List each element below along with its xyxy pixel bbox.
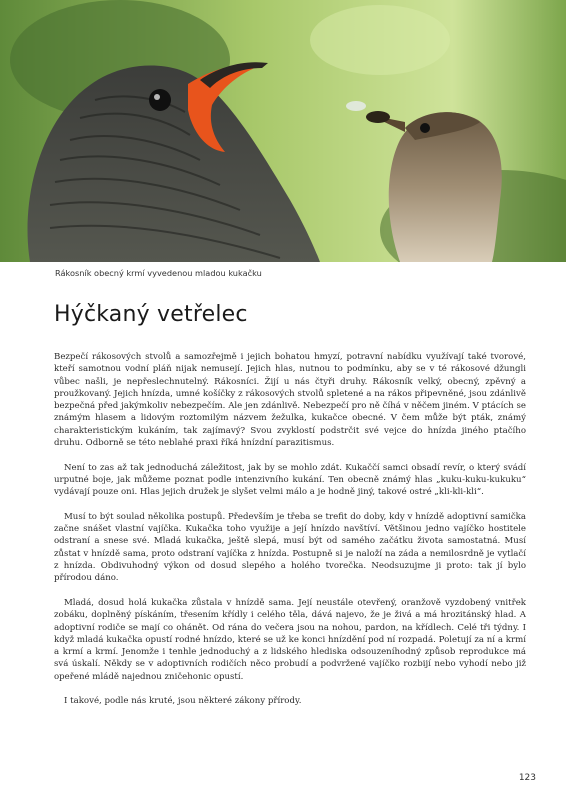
paragraph: Mladá, dosud holá kukačka zůstala v hnízdě sama. Její neustále otevřený, oranžově vyzdobený vnitřek zobáku, doplněný pískáním, třesením křídly i celého těla, dává najevo, že je živá a má hrozitánský hlad. A adoptivní rodiče se mají co ohánět. Od rána do večera jsou na nohou, pardon, na křídlech. Celé tři týdny. I když mladá kukačka opustí rodné hnízdo, které se už ke konci hnízdění pod ní rozpadá. Poletují za ní a krmí a krmí a krmí. Jenomže i tenhle jednoduchý a z lidského hlediska odsouzeníhodný způsob reprodukce má svá úskalí. Někdy se v adoptivních rodičích něco probudí a podvržené vajíčko rozbijí nebo vyhodí nebo již opeřené mládě najednou zničehonic opustí. (54, 597, 526, 682)
photo-caption: Rákosník obecný krmí vyvedenou mladou kukačku (55, 268, 262, 278)
paragraph: Musí to být soulad několika postupů. Především je třeba se trefit do doby, kdy v hnízdě adoptivní samička začne snášet vlastní vajíčka. Kukačka toho využije a její hnízdo navštíví. Většinou jedno vajíčko hostitele odstraní a snese své. Mladá kukačka, ještě slepá, musí být od samého začátku života samostatná. Musí zůstat v hnízdě sama, proto odstraní vajíčka z hnízda. Postupně si je naloží na záda a nemilosrdně je vytlačí z hnízda. Obdivuhodný výkon od dosud slepého a holého tvorečka. Neodsuzujme ji proto: tak jí bylo přírodou dáno. (54, 511, 526, 584)
page-number: 123 (518, 773, 536, 783)
paragraph: I takové, podle nás kruté, jsou některé zákony přírody. (64, 696, 302, 707)
photo-illustration (0, 0, 566, 262)
insect (366, 111, 390, 123)
warbler-eye (420, 123, 430, 133)
cuckoo-feeding-photo (0, 0, 566, 262)
paragraph: Není to zas až tak jednoduchá záležitost, jak by se mohlo zdát. Kukaččí samci obsadí revír, o který svádí urputné boje, jak můžeme poznat podle intenzivního kukání. Ten obecně známý hlas „kuku-kuku-kukuku“ vydávají pouze oni. Hlas jejich družek je slyšet velmi málo a je hodně jiný, takové ostré „kli-kli-kli“. (54, 462, 526, 498)
paragraph: Bezpečí rákosových stvolů a samozřejmě i jejich bohatou hmyzí, potravní nabídku využívají také tvorové, kteří samotnou vodní pláň nijak nemusejí. Jejich hlas, nutnou to podmínku, aby se v té rákosové džungli vůbec našli, je nepřeslechnutelný. Rákosníci. Žijí u nás čtyři druhy. Rákosník velký, obecný, zpěvný a proužkovaný. Jejich hnízda, umné košíčky z rákosových stvolů spletené a na rákos připevněné, jsou zdánlivě bezpečná před jakýmkoliv nebezpečím. Ale jen zdánlivě. Nebezpečí pro ně číhá v něčem jiném. V ptácích se známým hlasem a lidovým roztomilým názvem žežulka, kukačce obecné. V čem může být pták, známý charakteristickým kukáním, tak zajímavý? Svou zvyklostí podstrčit své vejce do hnízda jiného ptačího druhu. Odborně se této neblahé praxi říká hnízdní parazitismus. (54, 352, 526, 449)
cuckoo-eye (149, 89, 171, 111)
chapter-title: Hýčkaný vetřelec (54, 302, 248, 327)
warbler-body (389, 112, 502, 262)
article-body (54, 351, 526, 720)
